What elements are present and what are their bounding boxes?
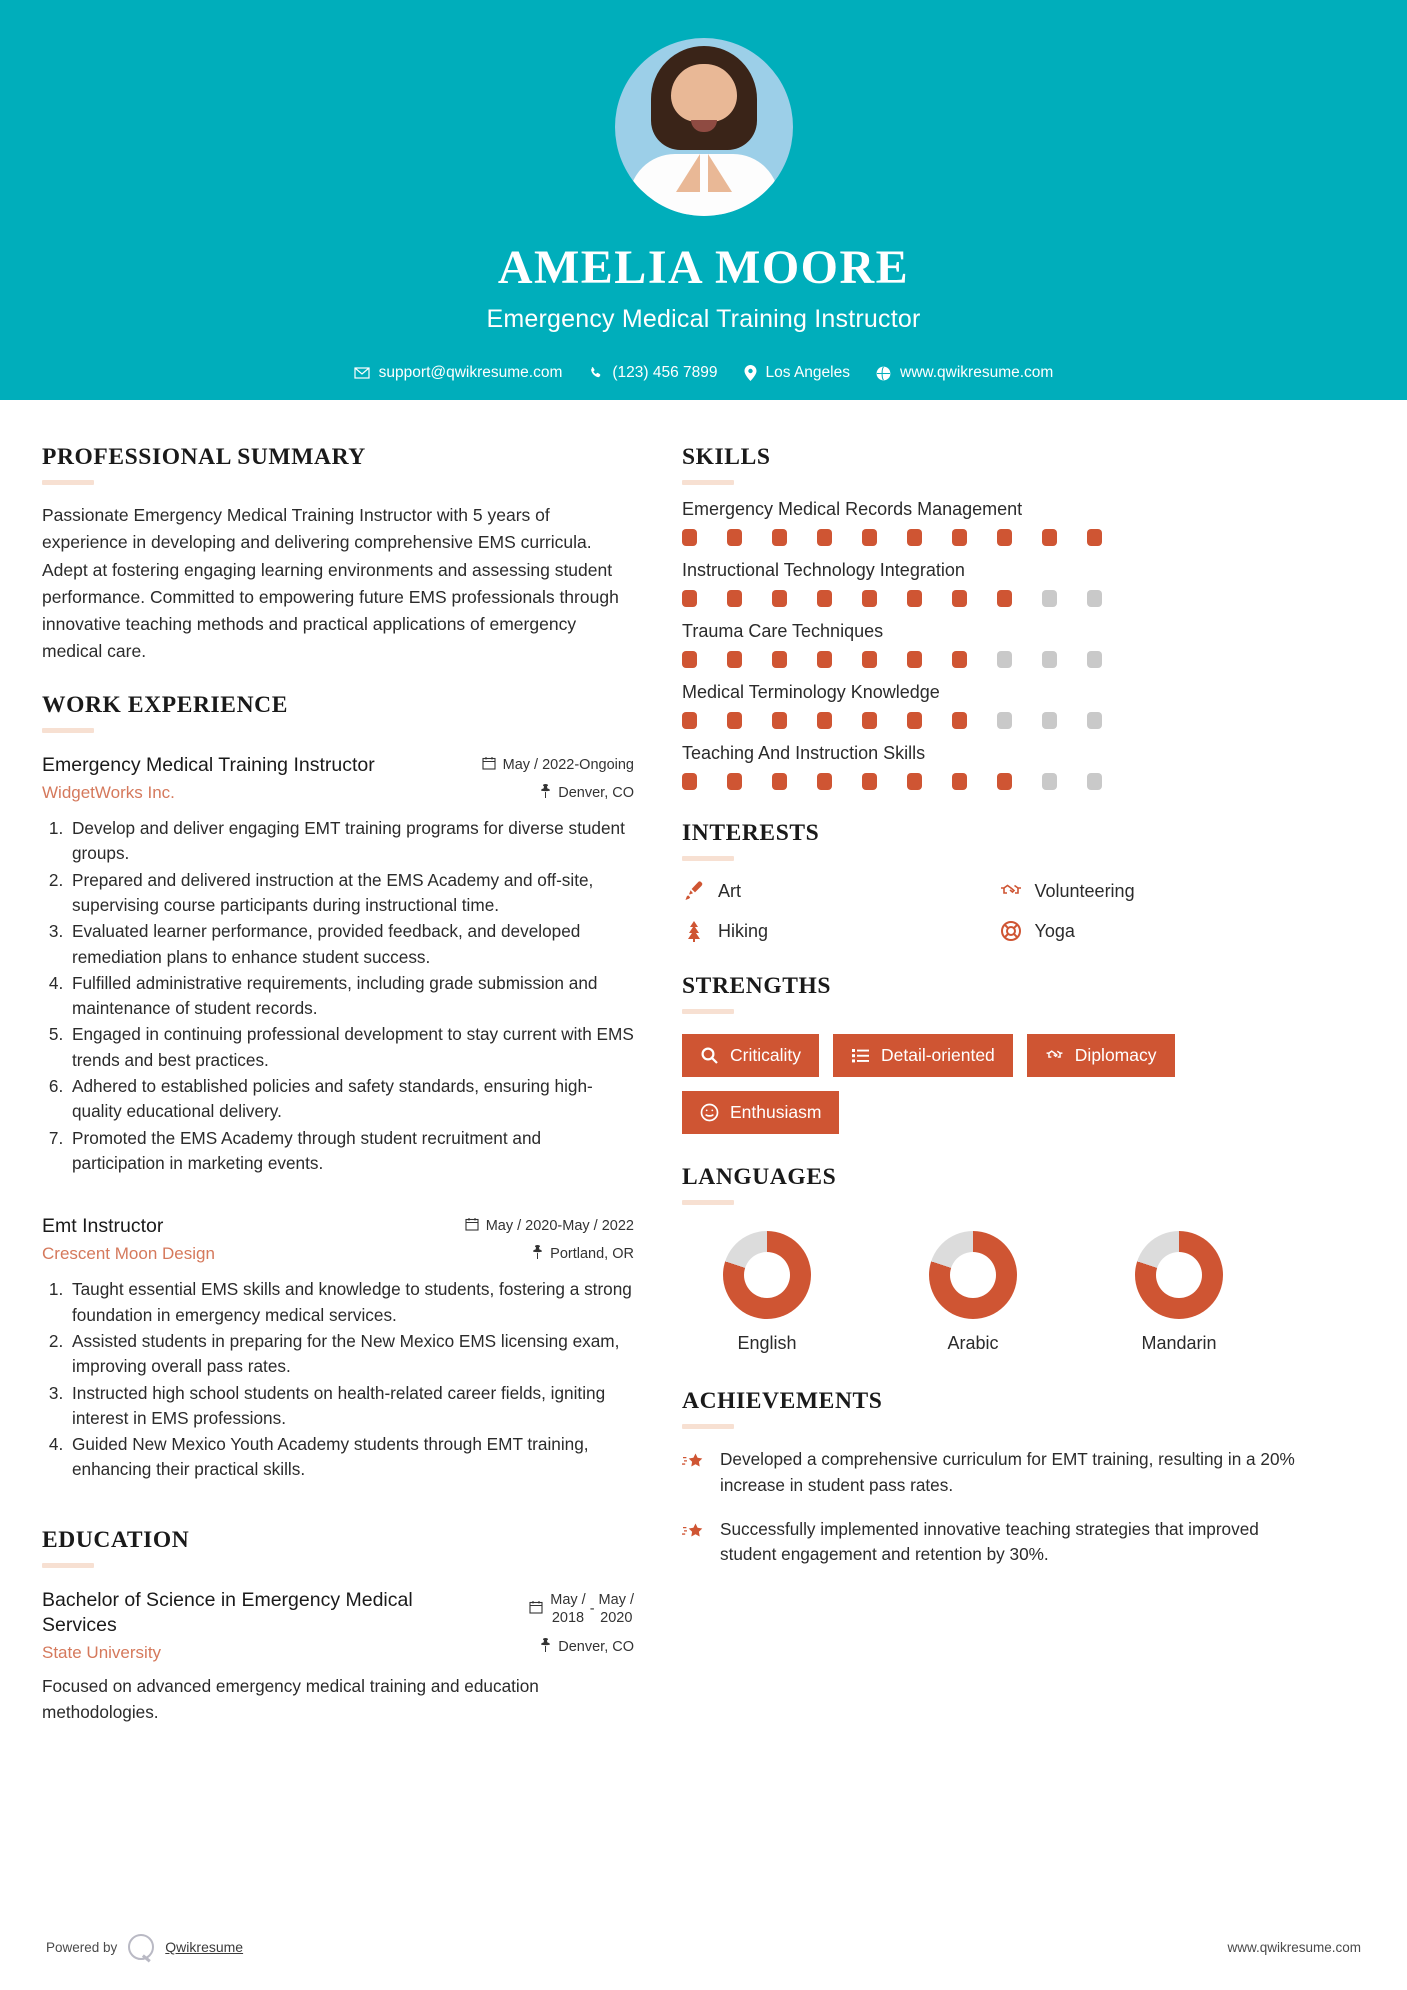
strengths-tags — [682, 1034, 1315, 1134]
section-title: SKILLS — [682, 444, 771, 470]
education-location-text: Denver, CO — [558, 1638, 634, 1655]
section-skills — [682, 444, 1315, 790]
skill-rating — [682, 712, 1315, 729]
skill-dot — [997, 529, 1012, 546]
strength-label: Detail-oriented — [880, 1045, 995, 1065]
contact-website-text: www.qwikresume.com — [900, 364, 1054, 381]
skill-dot — [997, 773, 1012, 790]
education-start-month: May / — [550, 1591, 586, 1608]
skill-dot — [1087, 590, 1102, 607]
list-item: 1. Develop and deliver engaging EMT training programs for diverse student groups. — [68, 816, 634, 867]
contact-website[interactable] — [876, 364, 1053, 382]
skill-dot — [817, 651, 832, 668]
avatar-collar-right — [708, 154, 732, 192]
education-start-date — [550, 1591, 585, 1628]
strength-label: Enthusiasm — [730, 1102, 822, 1122]
interest-item — [682, 879, 999, 903]
language-label: Arabic — [947, 1333, 999, 1353]
job-company: WidgetWorks Inc. — [42, 783, 175, 803]
star-icon — [682, 1520, 706, 1544]
section-rule — [682, 1200, 734, 1205]
section-title: ACHIEVEMENTS — [682, 1388, 883, 1414]
job-location-text: Portland, OR — [550, 1246, 634, 1263]
pin-icon — [540, 784, 551, 802]
list-item: 4. Guided New Mexico Youth Academy students through EMT training, enhancing their practical skills. — [68, 1432, 634, 1483]
section-title: PROFESSIONAL SUMMARY — [42, 444, 366, 470]
skill-dot — [727, 590, 742, 607]
section-title: INTERESTS — [682, 820, 820, 846]
skill-rating — [682, 590, 1315, 607]
degree-title: Bachelor of Science in Emergency Medical Services — [42, 1588, 413, 1636]
job-dates — [465, 1214, 634, 1235]
education-end-year: 2020 — [600, 1610, 633, 1627]
qwikresume-logo-icon — [128, 1934, 154, 1960]
skill-dot — [907, 712, 922, 729]
section-interests — [682, 820, 1315, 943]
skill-dot — [1087, 773, 1102, 790]
education-location — [540, 1635, 634, 1656]
lifebuoy-icon — [999, 919, 1023, 943]
skill-dot — [772, 712, 787, 729]
left-column — [42, 444, 634, 1900]
skill-rating — [682, 773, 1315, 790]
education-end-date — [599, 1591, 634, 1628]
contact-location — [744, 364, 850, 382]
language-label: English — [737, 1333, 797, 1353]
powered-by-label: Powered by — [46, 1939, 118, 1955]
strength-tag — [833, 1034, 1013, 1077]
section-rule — [682, 856, 734, 861]
summary-text: Passionate Emergency Medical Training Instructor with 5 years of experience in developing and delivering comprehensive EMS curricula. Adept at fostering engaging learning environments and assessing student performance. Committed to empowering future EMS professionals through innovative teaching methods and practical applications of emergency medical care. — [42, 505, 619, 662]
skill-name: Emergency Medical Records Management — [682, 499, 1023, 519]
contact-email-text: support@qwikresume.com — [378, 364, 563, 381]
work-entry — [42, 1214, 634, 1483]
search-icon — [700, 1046, 719, 1065]
star-icon — [682, 1450, 706, 1474]
skill-dot — [727, 712, 742, 729]
qwikresume-brand-link[interactable]: Qwikresume — [165, 1939, 244, 1955]
interest-item — [999, 879, 1316, 903]
job-location — [532, 1242, 634, 1263]
language-item — [682, 1231, 852, 1354]
skill-dot — [907, 590, 922, 607]
achievement-item — [682, 1447, 1315, 1499]
interest-item — [682, 919, 999, 943]
strength-tag — [682, 1091, 839, 1134]
globe-icon — [876, 366, 891, 381]
skill-dot — [682, 529, 697, 546]
avatar-shirt — [629, 154, 779, 216]
avatar-collar-left — [676, 154, 700, 192]
paintbrush-icon — [682, 879, 706, 903]
list-item: 1. Taught essential EMS skills and knowledge to students, fostering a strong foundation in emergency medical services. — [68, 1277, 634, 1328]
resume-body — [0, 400, 1407, 1900]
skill-dot — [817, 529, 832, 546]
interest-label: Yoga — [1034, 920, 1075, 941]
section-strengths — [682, 973, 1315, 1134]
strength-tag — [682, 1034, 819, 1077]
resume-header — [0, 0, 1407, 400]
skill-dot — [682, 773, 697, 790]
job-bullets — [42, 1277, 634, 1482]
section-rule — [682, 480, 734, 485]
skill-rating — [682, 529, 1315, 546]
avatar — [615, 38, 793, 216]
section-title: LANGUAGES — [682, 1164, 837, 1190]
skill-item — [682, 743, 1315, 790]
language-donut-chart — [929, 1231, 1017, 1319]
skill-dot — [952, 651, 967, 668]
skill-dot — [1042, 529, 1057, 546]
skill-dot — [862, 773, 877, 790]
skill-dot — [682, 590, 697, 607]
skill-item — [682, 682, 1315, 729]
list-item: 2. Assisted students in preparing for the New Mexico EMS licensing exam, improving overall pass rates. — [68, 1329, 634, 1380]
skill-name: Teaching And Instruction Skills — [682, 743, 926, 763]
job-dates-text: May / 2022-Ongoing — [502, 756, 634, 773]
work-entry — [42, 753, 634, 1176]
achievement-item — [682, 1517, 1315, 1569]
section-title: EDUCATION — [42, 1526, 190, 1553]
skill-dot — [907, 651, 922, 668]
skill-dot — [772, 590, 787, 607]
strength-label: Criticality — [730, 1045, 801, 1065]
skill-dot — [952, 712, 967, 729]
languages-list — [682, 1231, 1315, 1354]
pin-icon — [540, 1638, 551, 1656]
location-icon — [744, 365, 757, 381]
phone-icon — [588, 366, 603, 381]
calendar-icon — [465, 1217, 479, 1235]
contact-phone-text: (123) 456 7899 — [612, 364, 718, 381]
school-name: State University — [42, 1643, 162, 1663]
section-rule — [682, 1424, 734, 1429]
job-location — [540, 781, 634, 802]
skill-dot — [817, 712, 832, 729]
handshake-icon — [999, 879, 1023, 903]
list-item: 4. Fulfilled administrative requirements, including grade submission and maintenance of student records. — [68, 971, 634, 1022]
smiley-icon — [700, 1103, 719, 1122]
tree-icon — [682, 919, 706, 943]
achievement-text: Successfully implemented innovative teaching strategies that improved student engagement and retention by 30%. — [720, 1518, 1259, 1565]
contact-location-text: Los Angeles — [765, 364, 850, 381]
education-note: Focused on advanced emergency medical training and education methodologies. — [42, 1676, 539, 1723]
achievement-text: Developed a comprehensive curriculum for EMT training, resulting in a 20% increase in student pass rates. — [720, 1449, 1295, 1495]
skill-name: Trauma Care Techniques — [682, 621, 884, 641]
mail-icon — [354, 365, 370, 381]
interest-label: Volunteering — [1034, 880, 1135, 901]
job-dates — [482, 753, 634, 774]
skill-rating — [682, 651, 1315, 668]
skill-dot — [682, 712, 697, 729]
right-column — [682, 444, 1315, 1900]
skill-item — [682, 499, 1315, 546]
section-rule — [42, 480, 94, 485]
skill-dot — [772, 651, 787, 668]
job-title: Emt Instructor — [42, 1215, 164, 1238]
list-item: 5. Engaged in continuing professional development to stay current with EMS trends and best practices. — [68, 1022, 634, 1073]
skill-dot — [1087, 529, 1102, 546]
interest-item — [999, 919, 1316, 943]
skill-dot — [907, 529, 922, 546]
skill-dot — [952, 773, 967, 790]
skills-list — [682, 499, 1315, 790]
strength-tag — [1027, 1034, 1175, 1077]
list-icon — [851, 1046, 870, 1065]
contact-phone[interactable] — [588, 364, 717, 382]
language-item — [1094, 1231, 1264, 1354]
job-dates-text: May / 2020-May / 2022 — [485, 1218, 634, 1235]
section-professional-summary — [42, 444, 634, 666]
section-languages — [682, 1164, 1315, 1354]
skill-dot — [1087, 712, 1102, 729]
list-item: 6. Adhered to established policies and safety standards, ensuring high-quality educational delivery. — [68, 1074, 634, 1125]
language-label: Mandarin — [1141, 1333, 1217, 1353]
footer-website: www.qwikresume.com — [1227, 1939, 1361, 1955]
handshake-icon — [1045, 1046, 1064, 1065]
list-item: 3. Evaluated learner performance, provided feedback, and developed remediation plans to enhance student success. — [68, 919, 634, 970]
page-footer — [0, 1934, 1407, 1990]
skill-dot — [1087, 651, 1102, 668]
section-achievements — [682, 1388, 1315, 1568]
education-dates — [529, 1588, 634, 1628]
list-item: 7. Promoted the EMS Academy through student recruitment and participation in marketing events. — [68, 1126, 634, 1177]
skill-dot — [727, 529, 742, 546]
contact-bar — [354, 364, 1054, 382]
pin-icon — [532, 1245, 543, 1263]
section-education — [42, 1527, 634, 1726]
section-title: STRENGTHS — [682, 973, 832, 999]
language-item — [888, 1231, 1058, 1354]
skill-dot — [817, 590, 832, 607]
list-item: 2. Prepared and delivered instruction at the EMS Academy and off-site, supervising course participants during instructional time. — [68, 868, 634, 919]
job-role-subtitle: Emergency Medical Training Instructor — [486, 305, 921, 333]
interest-label: Hiking — [718, 920, 769, 941]
contact-email[interactable] — [354, 364, 563, 382]
language-donut-chart — [1135, 1231, 1223, 1319]
skill-item — [682, 560, 1315, 607]
skill-dot — [862, 590, 877, 607]
skill-dot — [997, 712, 1012, 729]
skill-dot — [952, 529, 967, 546]
skill-dot — [727, 773, 742, 790]
section-rule — [42, 728, 94, 733]
interest-label: Art — [718, 880, 742, 901]
skill-dot — [952, 590, 967, 607]
skill-dot — [772, 773, 787, 790]
list-item: 3. Instructed high school students on health-related career fields, igniting interest in EMS professions. — [68, 1381, 634, 1432]
strength-label: Diplomacy — [1074, 1045, 1157, 1065]
skill-dot — [862, 529, 877, 546]
avatar-face — [671, 64, 737, 122]
calendar-icon — [482, 756, 496, 774]
skill-dot — [682, 651, 697, 668]
section-rule — [682, 1009, 734, 1014]
page-title: AMELIA MOORE — [497, 241, 910, 294]
education-end-month: May / — [598, 1591, 634, 1608]
skill-dot — [862, 651, 877, 668]
skill-dot — [817, 773, 832, 790]
skill-dot — [997, 651, 1012, 668]
job-company: Crescent Moon Design — [42, 1244, 215, 1264]
skill-dot — [1042, 712, 1057, 729]
skill-name: Medical Terminology Knowledge — [682, 682, 940, 702]
section-rule — [42, 1563, 94, 1568]
interests-grid — [682, 879, 1315, 943]
skill-dot — [1042, 773, 1057, 790]
skill-dot — [997, 590, 1012, 607]
job-title: Emergency Medical Training Instructor — [42, 753, 375, 776]
section-work-experience — [42, 692, 634, 1483]
skill-dot — [772, 529, 787, 546]
education-entry — [42, 1588, 634, 1726]
section-title: WORK EXPERIENCE — [42, 691, 288, 718]
education-start-year: 2018 — [551, 1610, 585, 1627]
job-bullets — [42, 816, 634, 1176]
language-donut-chart — [723, 1231, 811, 1319]
skill-dot — [907, 773, 922, 790]
calendar-icon — [529, 1600, 543, 1618]
skill-dot — [1042, 651, 1057, 668]
skill-dot — [727, 651, 742, 668]
job-location-text: Denver, CO — [558, 784, 634, 801]
education-date-separator: - — [589, 1601, 595, 1618]
skill-name: Instructional Technology Integration — [682, 560, 965, 580]
skill-dot — [862, 712, 877, 729]
skill-item — [682, 621, 1315, 668]
skill-dot — [1042, 590, 1057, 607]
